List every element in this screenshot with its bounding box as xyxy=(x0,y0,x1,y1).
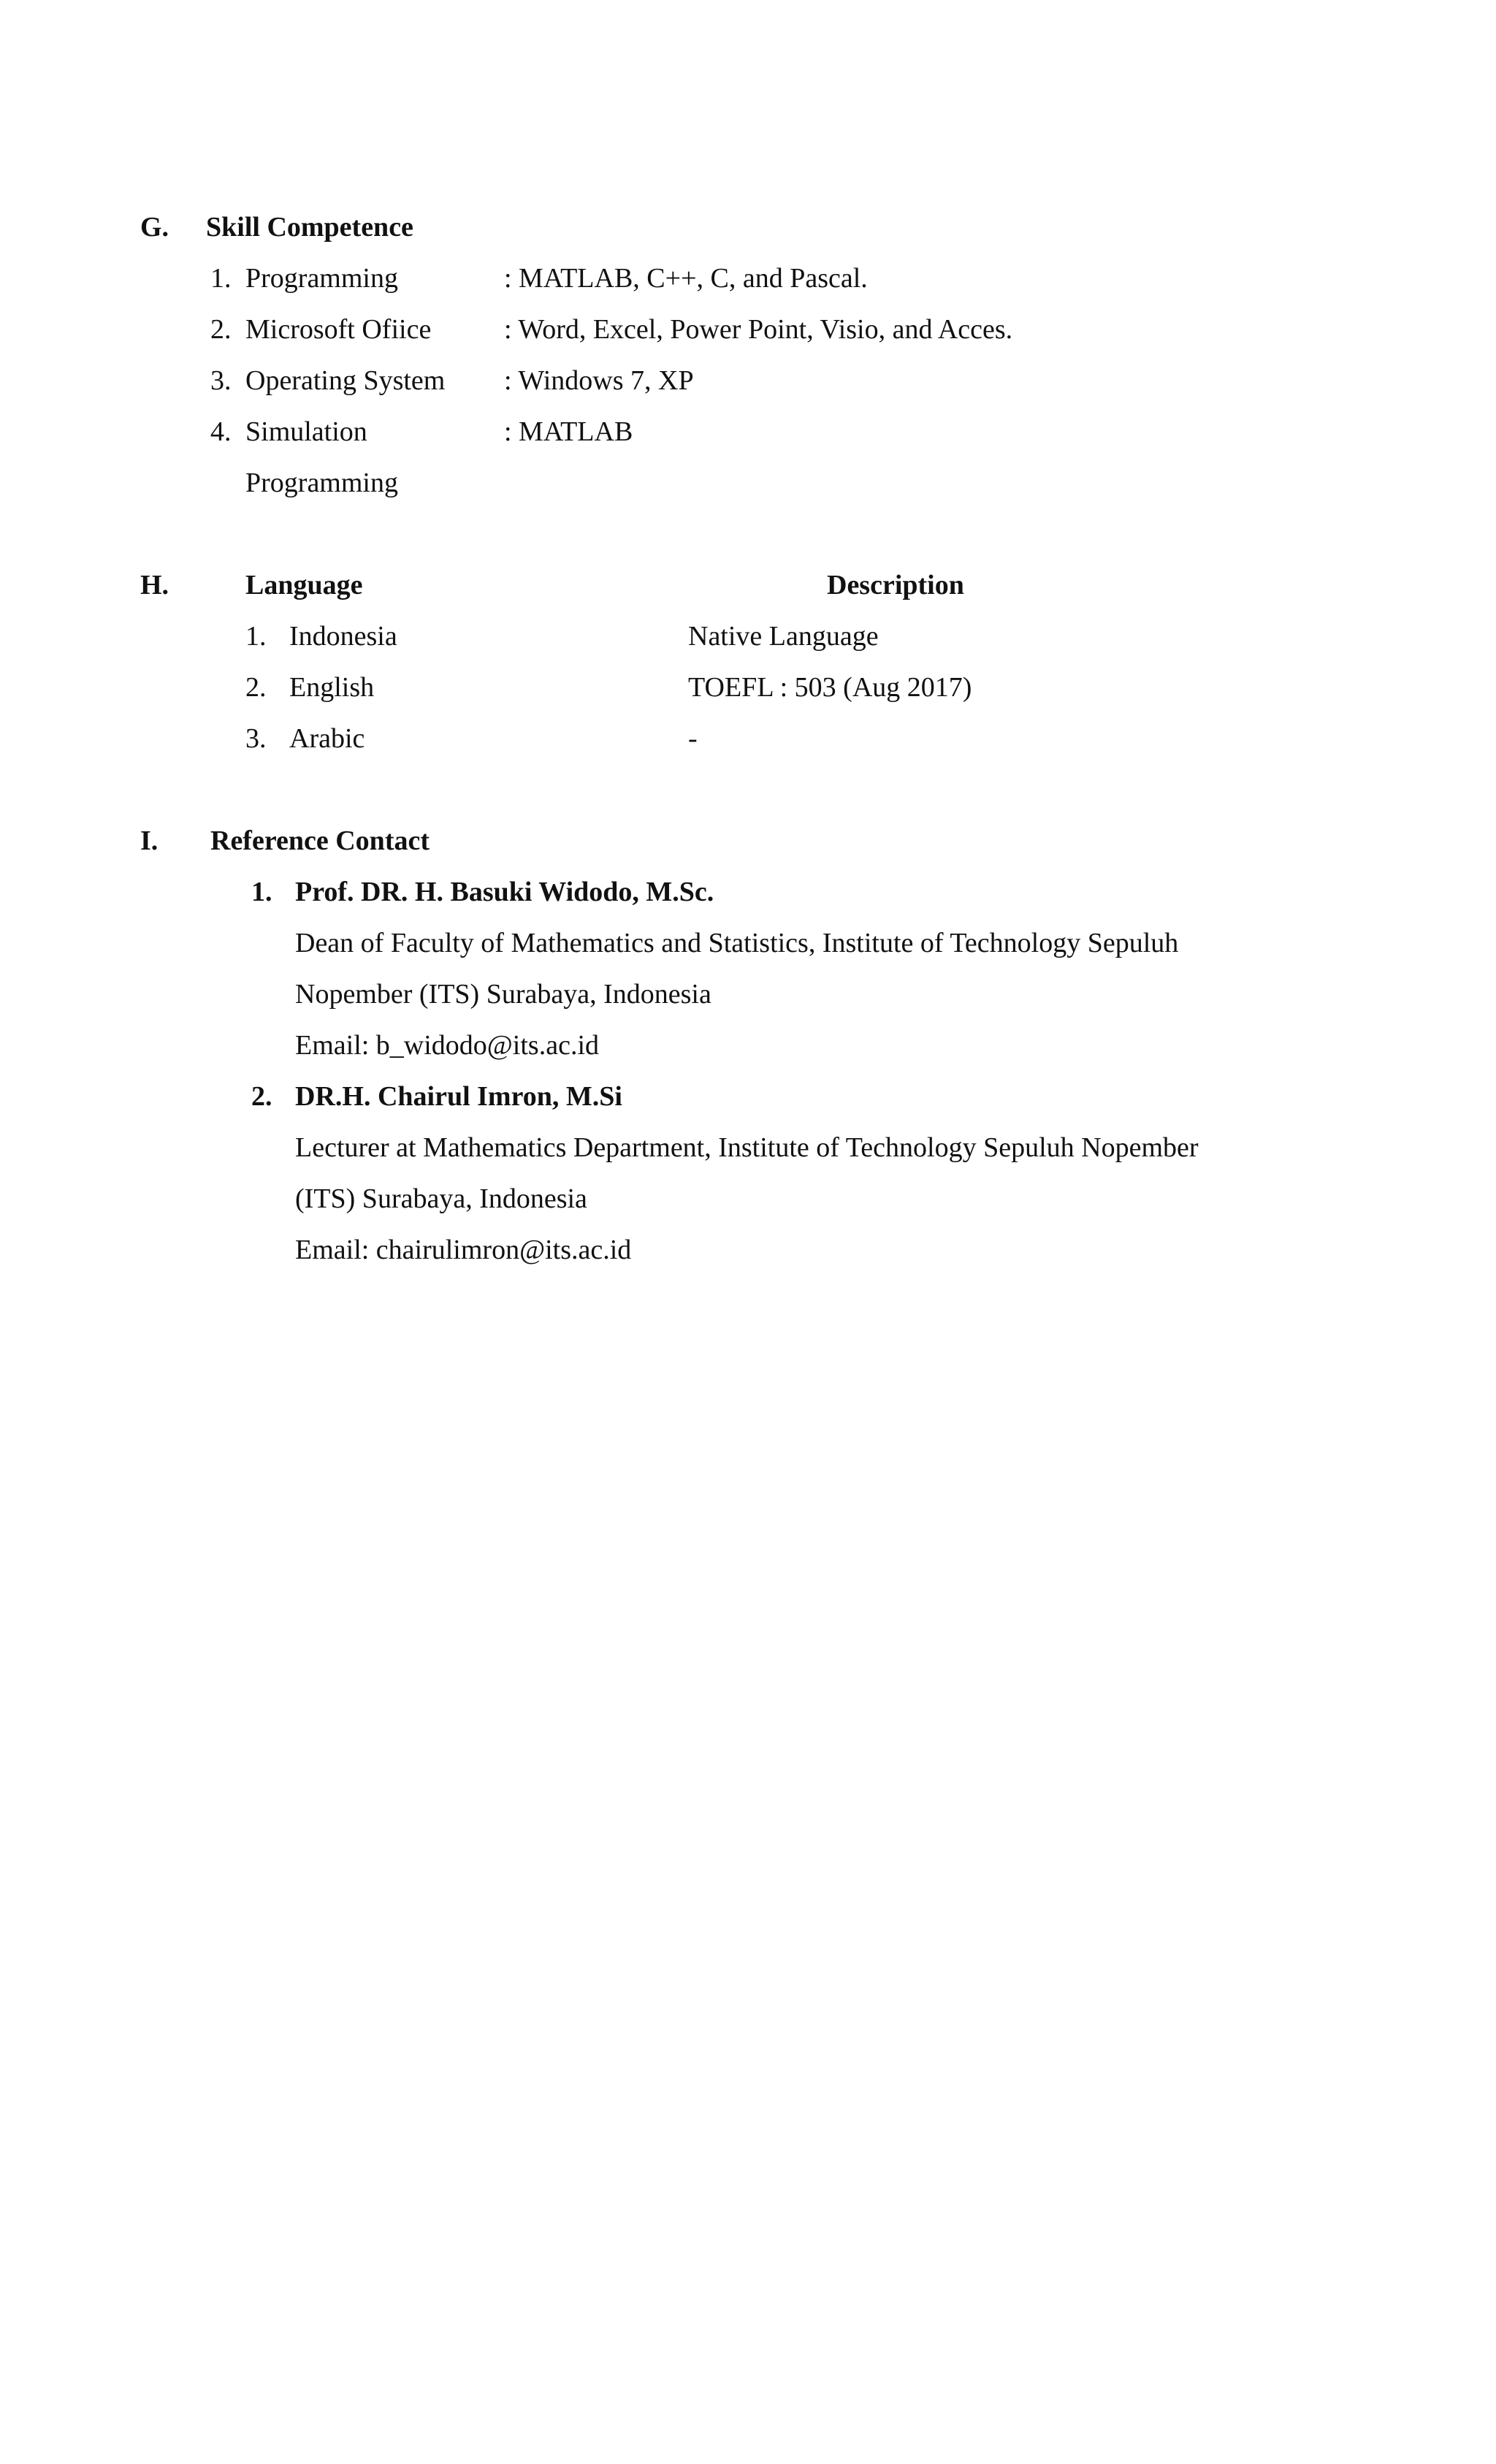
skill-num: 4. xyxy=(210,416,232,447)
section-i-title: Reference Contact xyxy=(210,825,430,856)
contact-name: Prof. DR. H. Basuki Widodo, M.Sc. xyxy=(295,877,714,907)
contact-position-continued: (ITS) Surabaya, Indonesia xyxy=(295,1183,587,1214)
contact-num: 2. xyxy=(251,1081,272,1112)
contact-email: Email: chairulimron@its.ac.id xyxy=(295,1235,632,1265)
contact-position: Dean of Faculty of Mathematics and Statistics, Institute of Technology Sepuluh xyxy=(295,928,1179,958)
skill-num: 3. xyxy=(210,365,232,396)
contact-name: DR.H. Chairul Imron, M.Si xyxy=(295,1081,622,1112)
language-num: 3. xyxy=(245,723,267,754)
skill-value: : MATLAB xyxy=(504,416,633,447)
skill-value: : MATLAB, C++, C, and Pascal. xyxy=(504,263,868,294)
skill-label: Operating System xyxy=(245,365,446,396)
language-num: 1. xyxy=(245,621,267,652)
skill-value: : Windows 7, XP xyxy=(504,365,694,396)
section-g-letter: G. xyxy=(140,212,169,243)
language-name: Arabic xyxy=(289,723,365,754)
contact-num: 1. xyxy=(251,877,272,907)
skill-num: 1. xyxy=(210,263,232,294)
language-column-header: Language xyxy=(245,570,363,600)
skill-label: Simulation xyxy=(245,416,367,447)
skill-label: Microsoft Ofiice xyxy=(245,314,432,345)
contact-email: Email: b_widodo@its.ac.id xyxy=(295,1030,599,1061)
section-i-letter: I. xyxy=(140,825,159,856)
contact-position-continued: Nopember (ITS) Surabaya, Indonesia xyxy=(295,979,711,1010)
language-description: Native Language xyxy=(688,621,879,652)
language-description: - xyxy=(688,723,698,754)
language-name: Indonesia xyxy=(289,621,397,652)
skill-label: Programming xyxy=(245,263,398,294)
section-g-title: Skill Competence xyxy=(206,212,413,243)
skill-value: : Word, Excel, Power Point, Visio, and Acces. xyxy=(504,314,1013,345)
language-description: TOEFL : 503 (Aug 2017) xyxy=(688,672,972,703)
skill-label-continued: Programming xyxy=(245,468,398,498)
language-name: English xyxy=(289,672,375,703)
description-column-header: Description xyxy=(827,570,964,600)
section-h-letter: H. xyxy=(140,570,169,600)
skill-num: 2. xyxy=(210,314,232,345)
language-num: 2. xyxy=(245,672,267,703)
contact-position: Lecturer at Mathematics Department, Institute of Technology Sepuluh Nopember xyxy=(295,1132,1199,1163)
